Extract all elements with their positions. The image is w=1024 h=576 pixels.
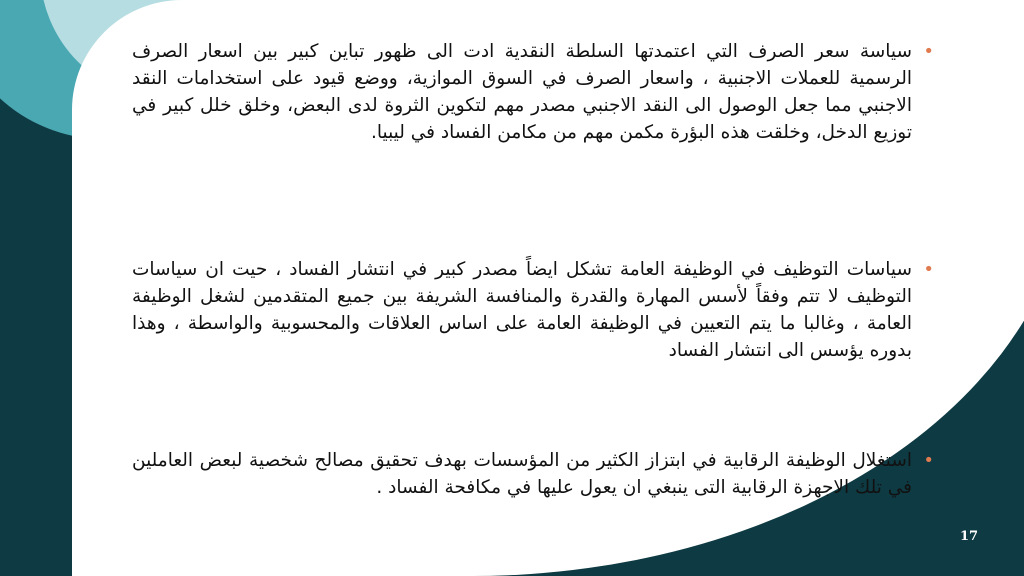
bullet-icon: •	[923, 450, 934, 471]
bullet-text: سياسات التوظيف في الوظيفة العامة تشكل ايضاً مصدر كبير في انتشار الفساد ، حيت ان سياسات التوظيف لا تتم وفقاً لأسس المهارة والقدرة والمنافسة الشريفة بين جميع المتقدمين لشغل الوظيفة العامة ، وغالبا ما يتم التعيين في الوظيفة العامة على اساس العلاقات والمحسوبية والواسطة ، وهذا بدوره يؤسس الى انتشار الفساد	[132, 259, 912, 361]
bullet-text: سياسة سعر الصرف التي اعتمدتها السلطة النقدية ادت الى ظهور تباين كبير بين اسعار الصرف الرسمية للعملات الاجنبية ، واسعار الصرف في السوق الموازية، ووضع قيود على استخدامات النقد الاجنبي مما جعل الوصول الى النقد الاجنبي مصدر مهم لتكوين الثروة لدى البعض، وخلق خلل كبير في توزيع الدخل، وخلقت هذه البؤرة مكمن مهم من مكامن الفساد في ليبيا.	[132, 41, 912, 143]
bullet-item	[132, 447, 934, 501]
bullet-text: استغلال الوظيفة الرقابية في ابتزاز الكثير من المؤسسات بهدف تحقيق مصالح شخصية لبعض العاملين في تلك الاجهزة الرقابية التى ينبغي ان يعول عليها في مكافحة الفساد .	[132, 450, 912, 498]
page-number: 17	[960, 529, 979, 544]
bullet-icon: •	[923, 259, 934, 280]
bullet-item	[132, 38, 934, 146]
bullet-icon: •	[923, 41, 934, 62]
bullet-item	[132, 256, 934, 364]
